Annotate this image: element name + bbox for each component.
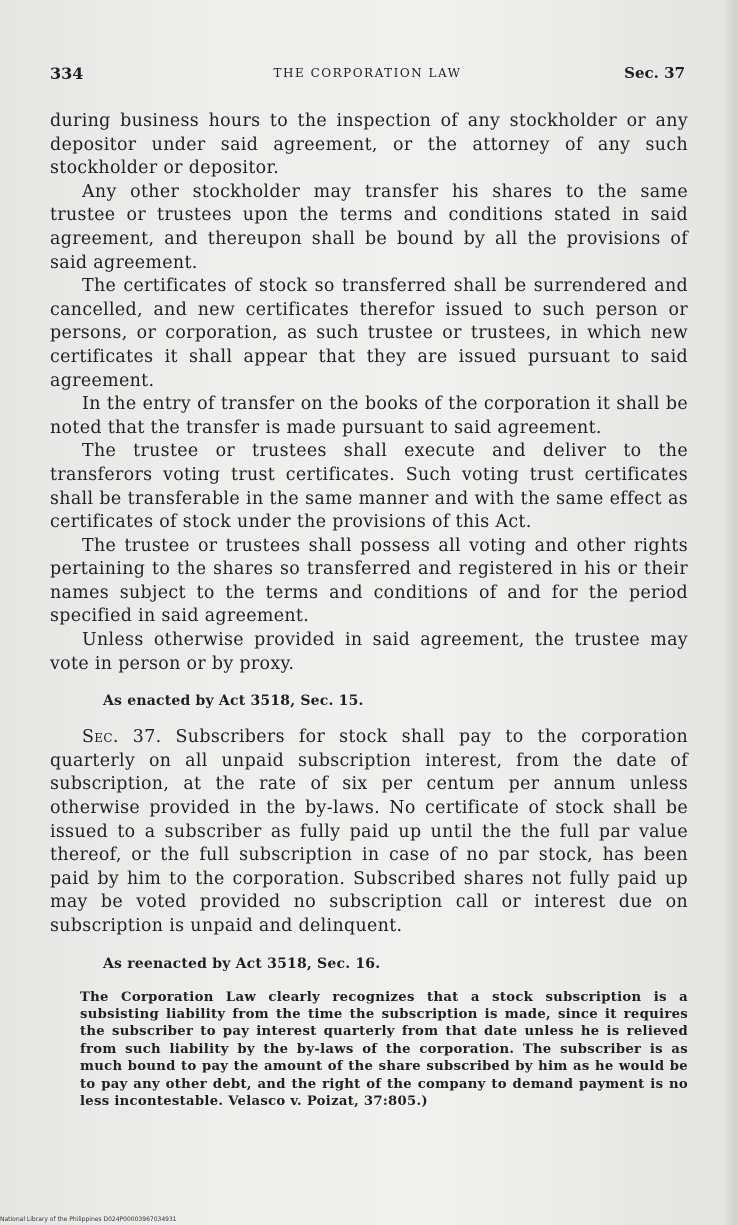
page-edge-shadow bbox=[723, 0, 737, 1225]
paragraph-continuation: during business hours to the inspection of any stockholder or any depositor under said agreement, or the attorney of any such stockholder or depositor. bbox=[50, 111, 688, 179]
paragraph-stockholder-transfer: Any other stockholder may transfer his shares to the same trustee or trustees upon the terms and conditions stated in said agreement, and thereupon shall be bound by all the provisions of said agreement. bbox=[50, 181, 688, 273]
paragraph-proxy: Unless otherwise provided in said agreement, the trustee may vote in person or by proxy. bbox=[50, 630, 688, 674]
section-reference: Sec. 37 bbox=[624, 64, 685, 82]
library-footer: National Library of the Philippines D024P00003967034931 bbox=[0, 1216, 177, 1223]
paragraph-entry-of-transfer: In the entry of transfer on the books of the corporation it shall be noted that the transfer is made pursuant to said agreement. bbox=[50, 394, 688, 438]
paragraph-voting-rights: The trustee or trustees shall possess all voting and other rights pertaining to the shares so transferred and registered in his or their names subject to the terms and conditions of and for the period specified in said agreement. bbox=[50, 535, 688, 627]
paragraph-voting-trust-certificates: The trustee or trustees shall execute and deliver to the transferors voting trust certificates. Such voting trust certificates shall be transferable in the same manner and with the same effect as certificates of stock under the provisions of this Act. bbox=[50, 441, 688, 533]
running-title: THE CORPORATION LAW bbox=[273, 66, 462, 80]
section-37-label: Sec. 37. bbox=[82, 727, 162, 748]
body-text bbox=[50, 110, 688, 1110]
enactment-note: As enacted by Act 3518, Sec. 15. bbox=[103, 693, 364, 710]
section-37-paragraph bbox=[50, 726, 688, 938]
case-annotation: The Corporation Law clearly recognizes that a stock subscription is a subsisting liability from the time the subscription is made, since it requires the subscriber to pay interest quarterly from that date unless he is relieved from such liability by the by-laws of the corporation. The subscriber is as much bound to pay the amount of the share subscribed by him as he would be to pay any other debt, and the right of the company to demand payment is no less incontestable. Velasco v. Poizat, 37:805.) bbox=[80, 989, 688, 1110]
section-37-text: Subscribers for stock shall pay to the corporation quarterly on all unpaid subscription interest, from the date of subscription, at the rate of six per centum per annum unless otherwise provided in the by-laws. No certificate of stock shall be issued to a subscriber as fully paid up until the the full par value thereof, or the full subscription in case of no par stock, has been paid by him to the corporation. Subscribed shares not fully paid up may be voted provided no subscription call or interest due on subscription is unpaid and delinquent. bbox=[50, 727, 688, 936]
reenactment-note: As reenacted by Act 3518, Sec. 16. bbox=[103, 955, 381, 972]
paragraph-certificates-surrendered: The certificates of stock so transferred shall be surrendered and cancelled, and new certificates therefor issued to such person or persons, or corporation, as such trustee or trustees, in which new certificates it shall appear that they are issued pursuant to said agreement. bbox=[50, 276, 688, 391]
page-number: 334 bbox=[50, 64, 84, 83]
page-header bbox=[50, 64, 685, 88]
